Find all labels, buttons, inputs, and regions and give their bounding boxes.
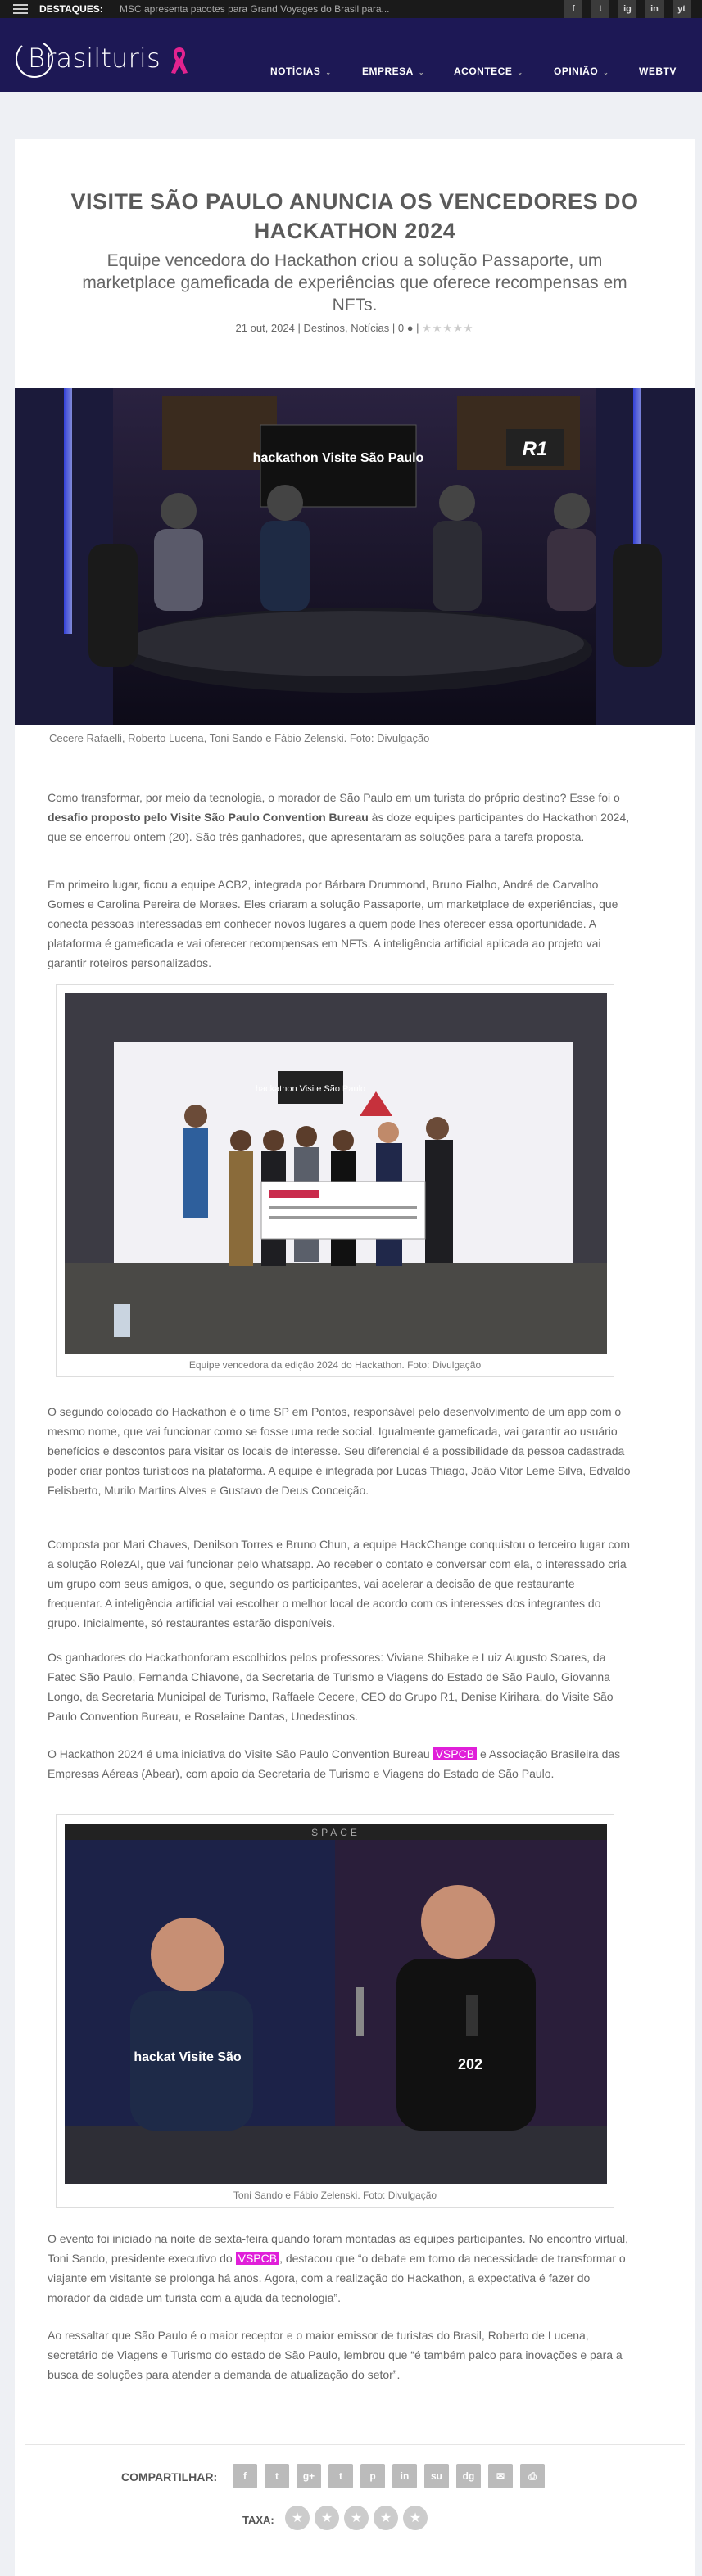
logo-text: Brasilturis <box>28 43 161 74</box>
paragraph-6 <box>48 1744 631 1783</box>
post-meta: 21 out, 2024 | Destinos, Notícias | 0 ● | ★★★★★ <box>235 322 474 334</box>
paragraph-7 <box>48 2229 631 2307</box>
share-print-icon[interactable]: ⎙ <box>520 2464 545 2488</box>
hero-banner-text: hackathon Visite São Paulo <box>252 451 424 465</box>
share-email-icon[interactable]: ✉ <box>488 2464 513 2488</box>
fig1-banner-text: hackathon Visite São Paulo <box>255 1084 366 1094</box>
paragraph-1 <box>48 788 631 847</box>
vspcb-highlight-link[interactable]: VSPCB <box>433 1747 477 1760</box>
hero-r1-logo: R1 <box>522 438 548 460</box>
vspcb-highlight-link-2[interactable]: VSPCB <box>236 2252 279 2265</box>
category-link-destinos[interactable]: Destinos <box>303 322 346 334</box>
figure-2-caption: Toni Sando e Fábio Zelenski. Foto: Divulgação <box>233 2190 437 2201</box>
nav-opiniao[interactable] <box>554 66 609 77</box>
share-pinterest-icon[interactable]: p <box>360 2464 385 2488</box>
nav-label: NOTÍCIAS <box>270 66 321 77</box>
share-buttons <box>233 2464 545 2488</box>
share-stumbleupon-icon[interactable]: su <box>424 2464 449 2488</box>
p7-text: O evento foi iniciado na noite de sexta-feira quando foram montadas as equipes participantes. No encontro virtual, Toni Sando, presidente executivo do <box>48 2232 628 2265</box>
toni-fabio-photo <box>65 1824 607 2184</box>
instagram-icon[interactable]: ig <box>618 0 636 18</box>
linkedin-icon[interactable]: in <box>645 0 664 18</box>
paragraph-3: O segundo colocado do Hackathon é o time SP em Pontos, responsável pelo desenvolvimento de um app com o mesmo nome, que vai funcionar como se fosse uma rede social. Igualmente gameficada, vai garantir ao usuário benefícios e descontos para visitar os locais de interesse. Seu diferencial é a possibilidade da pessoa cadastrada poder criar pontos turísticos na plataforma. A equipe é integrada por Lucas Thiago, João Vitor Leme Silva, Edvaldo Felisberto, Murilo Martins Alves e Gustavo de Deus Conceição. <box>48 1405 631 1497</box>
rate-star-4[interactable]: ★ <box>374 2506 398 2530</box>
post-date: 21 out, 2024 <box>235 322 295 334</box>
youtube-icon[interactable]: yt <box>673 0 691 18</box>
facebook-icon[interactable]: f <box>564 0 582 18</box>
paragraph-2: Em primeiro lugar, ficou a equipe ACB2, integrada por Bárbara Drummond, Bruno Fialho, André de Carvalho Gomes e Carolina Pereira de Moraes. Eles criaram a solução Passaporte, um marketplace de experiências, que conecta pessoas interessadas em conhecer novos lugares a quem pode lhes oferecer essa oportunidade. A plataforma é gameficada e vai oferecer recompensas em NFTs. A inteligência artificial aplicada ao projeto vai garantir roteiros personalizados. <box>48 878 618 969</box>
nav-empresa[interactable] <box>362 66 424 77</box>
category-link-noticias[interactable]: Notícias <box>351 322 390 334</box>
rate-stars <box>285 2506 428 2530</box>
p7-text-end: , destacou que “o debate em torno da necessidade de transformar o viajante em visitante se prolonga há anos. Agora, com a realização do Hackathon, a expectativa é fazer do morador da cidade um turista com a ajuda da tecnologia”. <box>48 2252 626 2304</box>
social-links <box>564 0 691 18</box>
share-label: COMPARTILHAR: <box>121 2470 218 2483</box>
chevron-down-icon: ⌄ <box>418 69 425 76</box>
highlights-label: DESTAQUES: <box>39 3 103 15</box>
nav-label: ACONTECE <box>454 66 513 77</box>
paragraph-5: Os ganhadores do Hackathonforam escolhidos pelos professores: Viviane Shibake e Luiz Augusto Soares, da Fatec São Paulo, Fernanda Chiavone, da Secretaria de Turismo e Viagens do Estado de São Paulo, Giovanna Longo, da Secretaria Municipal de Turismo, Raffaele Cecere, CEO do Grupo R1, Denise Kirihara, do Visite São Paulo Convention Bureau, e Roselaine Dantas, Unedestinos. <box>48 1651 614 1723</box>
share-twitter-icon[interactable]: t <box>265 2464 289 2488</box>
hero-image <box>15 388 695 725</box>
share-digg-icon[interactable]: dg <box>456 2464 481 2488</box>
rating-stars: ★★★★★ <box>422 322 474 334</box>
p1-bold-text: desafio proposto pelo Visite São Paulo Convention Bureau <box>48 811 369 824</box>
article-subtitle: Equipe vencedora do Hackathon criou a solução Passaporte, um marketplace gameficada de experiências que oferece recompensas em NFTs. <box>82 251 627 314</box>
nav-noticias[interactable] <box>270 66 332 77</box>
highlights-ticker-link[interactable]: MSC apresenta pacotes para Grand Voyages do Brasil para... <box>120 3 390 15</box>
chevron-down-icon: ⌄ <box>325 69 332 76</box>
article-card <box>15 139 695 2576</box>
p6-text-end: e Associação Brasileira das Empresas Aéreas (Abear), com apoio da Secretaria de Turismo e Viagens do Estado de São Paulo. <box>48 1747 621 1780</box>
site-header <box>0 18 702 92</box>
top-bar <box>0 0 702 18</box>
share-linkedin-icon[interactable]: in <box>392 2464 417 2488</box>
paragraph-4: Composta por Mari Chaves, Denilson Torres e Bruno Chun, a equipe HackChange conquistou o terceiro lugar com a solução RolezAI, que vai funcionar pelo whatsapp. Ao receber o contato e conversar com ela, o interessado cria um grupo com seus amigos, o que, segundo os participantes, vai acelerar a decisão de que restaurante frequentar. A inteligência artificial vai escolher o melhor local de acordo com os interesses dos integrantes do grupo. Inicialmente, só restaurantes estarão disponíveis. <box>48 1538 631 1629</box>
hero-caption: Cecere Rafaelli, Roberto Lucena, Toni Sando e Fábio Zelenski. Foto: Divulgação <box>49 732 430 744</box>
rate-label: TAXA: <box>242 2514 274 2526</box>
chevron-down-icon: ⌄ <box>517 69 523 76</box>
share-googleplus-icon[interactable]: g+ <box>297 2464 321 2488</box>
comment-count[interactable]: 0 <box>397 322 405 334</box>
share-tumblr-icon[interactable]: t <box>328 2464 353 2488</box>
p6-text: O Hackathon 2024 é uma iniciativa do Visite São Paulo Convention Bureau <box>48 1747 433 1760</box>
hamburger-menu-icon[interactable] <box>13 4 28 14</box>
nav-webtv[interactable] <box>639 66 677 77</box>
figure-1-caption: Equipe vencedora da edição 2024 do Hackathon. Foto: Divulgação <box>188 1359 482 1371</box>
rate-star-5[interactable]: ★ <box>403 2506 428 2530</box>
space-sign: SPACE <box>311 1827 360 1838</box>
rate-star-3[interactable]: ★ <box>344 2506 369 2530</box>
p1-text-end: às doze equipes participantes do Hackathon 2024, que se encerrou ontem (20). São três ganhadores, que apresentaram as soluções para a tarefa proposta. <box>48 811 630 843</box>
nav-label: OPINIÃO <box>554 66 599 77</box>
comment-icon: ● <box>404 322 414 334</box>
share-facebook-icon[interactable]: f <box>233 2464 257 2488</box>
p1-text: Como transformar, por meio da tecnologia, o morador de São Paulo em um turista do próprio destino? Esse foi o <box>48 791 620 804</box>
chevron-down-icon: ⌄ <box>603 69 609 76</box>
nav-acontece[interactable] <box>454 66 523 77</box>
share-divider <box>25 2444 685 2445</box>
fig2-shirt-text-2: 202 <box>457 2056 483 2072</box>
twitter-icon[interactable]: t <box>591 0 609 18</box>
fig2-shirt-text-1: hackat Visite São <box>134 2050 242 2064</box>
rate-star-2[interactable]: ★ <box>315 2506 339 2530</box>
article-title: VISITE SÃO PAULO ANUNCIA OS VENCEDORES DO HACKATHON 2024 <box>70 189 639 243</box>
figure-toni-fabio <box>56 1814 614 2208</box>
pink-ribbon-icon <box>169 46 190 75</box>
rate-star-1[interactable]: ★ <box>285 2506 310 2530</box>
brasilturis-logo[interactable] <box>15 38 195 80</box>
paragraph-8: Ao ressaltar que São Paulo é o maior receptor e o maior emissor de turistas do Brasil, Roberto de Lucena, secretário de Viagens e Turismo do estado de São Paulo, lembrou que “é também palco para inovações e para a busca de soluções para atender a demanda de atualização do setor”. <box>48 2329 623 2381</box>
winning-team-photo <box>65 993 607 1354</box>
figure-winning-team <box>56 984 614 1377</box>
nav-label: WEBTV <box>639 66 677 77</box>
nav-label: EMPRESA <box>362 66 414 77</box>
